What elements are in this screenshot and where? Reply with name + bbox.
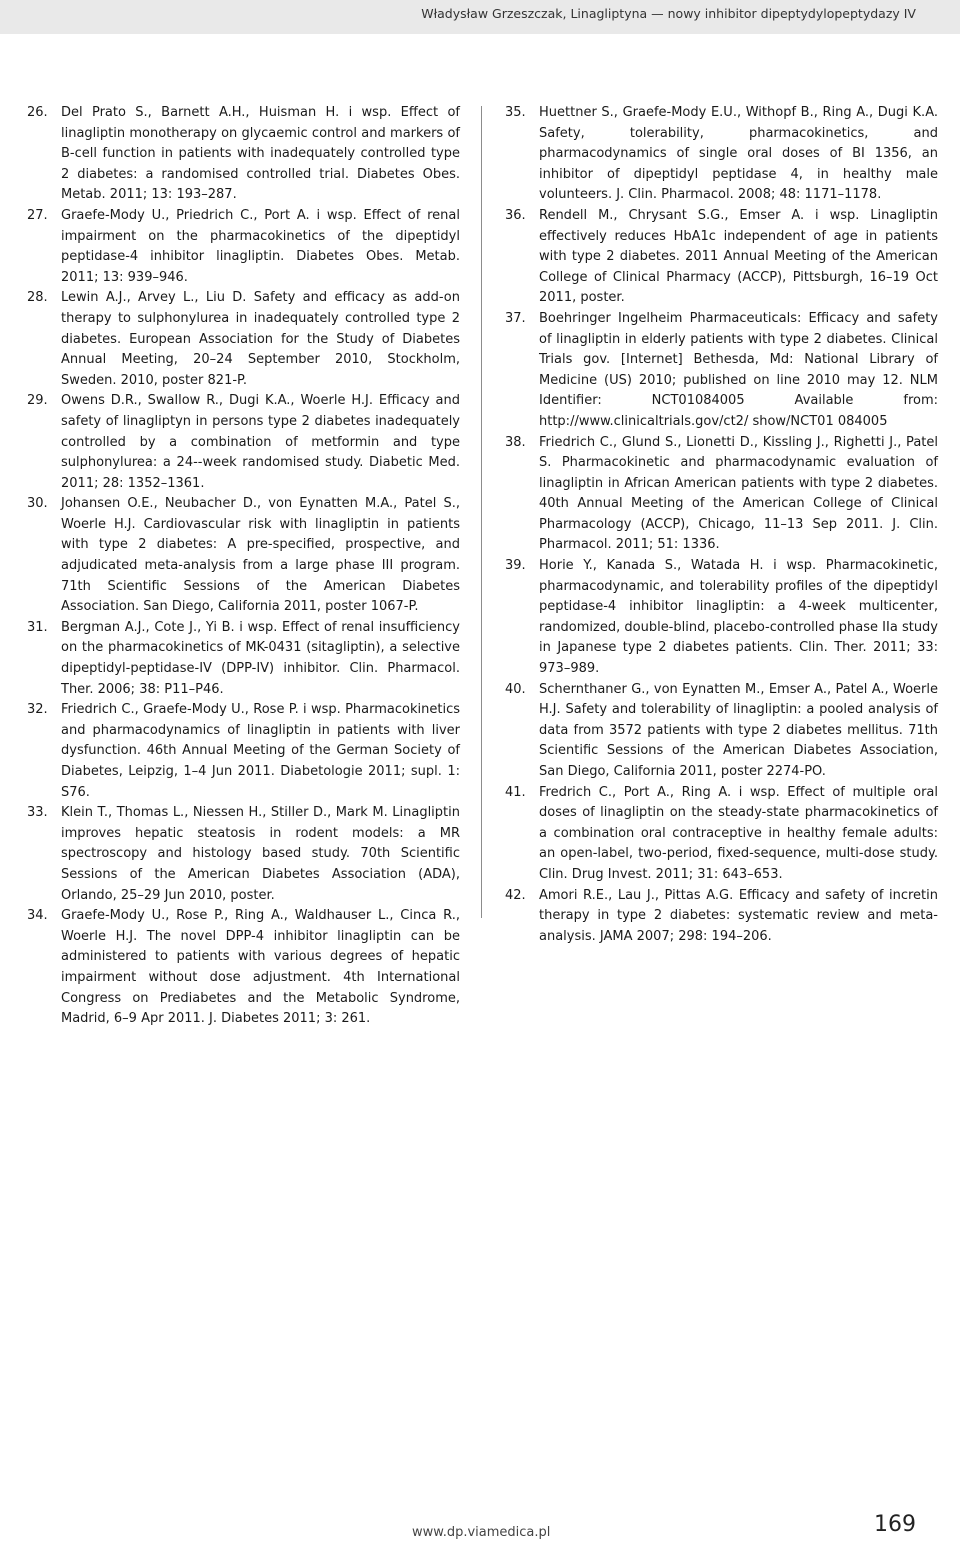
reference-number: 31. [27, 619, 48, 635]
reference-item [505, 783, 938, 886]
reference-number: 39. [505, 558, 526, 574]
reference-text: Johansen O.E., Neubacher D., von Eynatten M.A., Patel S., Woerle H.J. Cardiovascular risk with linagliptin in patients with type 2 diabetes: A pre-specified, prospective, and adjudicated meta-analysis from a large phase III program. 71th Scientific Sessions of the American Diabetes Association. San Diego, California 2011, poster 1067-P. [61, 496, 460, 615]
reference-item [505, 309, 938, 433]
references-column-left [27, 103, 460, 1030]
reference-number: 40. [505, 681, 526, 697]
reference-number: 32. [27, 702, 48, 718]
reference-item [505, 433, 938, 557]
reference-number: 35. [505, 105, 526, 120]
column-divider [481, 106, 482, 918]
reference-text: Fredrich C., Port A., Ring A. i wsp. Effect of multiple oral doses of linagliptin on the steady-state pharmacokinetics of a combination oral contraceptive in healthy female adults: an open-label, two-period, fixed-sequence, multi-dose study. Clin. Drug Invest. 2011; 31: 643–653. [539, 784, 938, 882]
reference-text: Rendell M., Chrysant S.G., Emser A. i wsp. Linagliptin effectively reduces HbA1c independent of age in patients with type 2 diabetes. 2011 Annual Meeting of the American College of Clinical Pharmacy (ACCP), Pittsburgh, 16–19 Oct 2011, poster. [539, 207, 938, 306]
running-header [0, 0, 960, 34]
reference-text: Graefe-Mody U., Rose P., Ring A., Waldhauser L., Cinca R., Woerle H.J. The novel DPP-4 inhibitor linagliptin can be administered to patients with various degrees of hepatic impairment without dose adjustment. 4th International Congress on Prediabetes and the Metabolic Syndrome, Madrid, 6–9 Apr 2011. J. Diabetes 2011; 3: 261. [61, 908, 460, 1027]
reference-item [505, 103, 938, 206]
reference-item [505, 206, 938, 309]
reference-text: Klein T., Thomas L., Niessen H., Stiller D., Mark M. Linagliptin improves hepatic steatosis in rodent models: a MR spectroscopy and histology based study. 70th Scientific Sessions of the American Diabetes Association (ADA), Orlando, 25–29 Jun 2010, poster. [61, 805, 460, 903]
reference-item [505, 680, 938, 783]
reference-item [27, 103, 460, 206]
reference-item [27, 494, 460, 618]
reference-text: Horie Y., Kanada S., Watada H. i wsp. Pharmacokinetic, pharmacodynamic, and tolerability profiles of the dipeptidyl peptidase-4 inhibitor linagliptin: a 4-week multicenter, randomized, double-blind, placebo-controlled phase IIa study in Japanese type 2 diabetes patients. Clin. Ther. 2011; 33: 973–989. [539, 558, 938, 677]
reference-text: Friedrich C., Graefe-Mody U., Rose P. i wsp. Pharmacokinetics and pharmacodynamics of linagliptin in patients with liver dysfunction. 46th Annual Meeting of the German Society of Diabetes, Leipzig, 1–4 Jun 2011. Diabetologie 2011; supl. 1: S76. [61, 702, 460, 800]
reference-text: Boehringer Ingelheim Pharmaceuticals: Efficacy and safety of linagliptin in elderly patients with type 2 diabetes. Clinical Trials gov. [Internet] Bethesda, Md: National Library of Medicine (US) 2010; published on line 2010 may 12. NLM Identifier: NCT01084005 Available from: http://www.clinicaltrials.gov/ct2/ show/NCT01 084005 [539, 310, 938, 429]
journal-url: www.dp.viamedica.pl [412, 1525, 551, 1540]
running-title: Władysław Grzeszczak, Linagliptyna — nowy inhibitor dipeptydylopeptydazy IV [421, 6, 916, 21]
reference-number: 29. [27, 393, 48, 409]
reference-item [505, 886, 938, 948]
reference-number: 26. [27, 105, 48, 120]
reference-number: 27. [27, 207, 48, 223]
reference-number: 33. [27, 805, 48, 821]
references-column-right [505, 103, 938, 947]
reference-number: 38. [505, 434, 526, 450]
reference-item [27, 700, 460, 803]
reference-item [27, 906, 460, 1030]
reference-text: Bergman A.J., Cote J., Yi B. i wsp. Effect of renal insufficiency on the pharmacokinetics of MK-0431 (sitagliptin), a selective dipeptidyl-peptidase-IV (DPP-IV) inhibitor. Clin. Pharmacol. Ther. 2006; 38: P11–P46. [61, 619, 460, 697]
reference-item [505, 556, 938, 680]
reference-text: Amori R.E., Lau J., Pittas A.G. Efficacy and safety of incretin therapy in type 2 diabetes: systematic review and meta-analysis. JAMA 2007; 298: 194–206. [539, 887, 938, 944]
reference-text: Graefe-Mody U., Priedrich C., Port A. i wsp. Effect of renal impairment on the pharmacokinetics of the dipeptidyl peptidase-4 inhibitor linagliptin. Diabetes Obes. Metab. 2011; 13: 939–946. [61, 207, 460, 285]
reference-number: 34. [27, 908, 48, 924]
reference-text: Del Prato S., Barnett A.H., Huisman H. i wsp. Effect of linagliptin monotherapy on glycaemic control and markers of B-cell function in patients with inadequately controlled type 2 diabetes: a randomised controlled trial. Diabetes Obes. Metab. 2011; 13: 193–287. [61, 105, 460, 203]
reference-text: Owens D.R., Swallow R., Dugi K.A., Woerle H.J. Efficacy and safety of linagliptyn in persons type 2 diabetes inadequately controlled by a combination of metformin and type sulphonylurea: a 24--week randomised study. Diabetic Med. 2011; 28: 1352–1361. [61, 393, 460, 491]
reference-number: 30. [27, 496, 48, 512]
reference-number: 36. [505, 207, 526, 223]
reference-text: Friedrich C., Glund S., Lionetti D., Kissling J., Righetti J., Patel S. Pharmacokinetic and pharmacodynamic evaluation of linagliptin in African American patients with type 2 diabetes. 40th Annual Meeting of the American College of Clinical Pharmacology (ACCP), Chicago, 11–13 Sep 2011. J. Clin. Pharmacol. 2011; 51: 1336. [539, 434, 938, 553]
reference-number: 28. [27, 290, 48, 306]
reference-number: 42. [505, 887, 526, 903]
reference-item [27, 206, 460, 288]
reference-item [27, 803, 460, 906]
reference-number: 41. [505, 784, 526, 800]
reference-text: Lewin A.J., Arvey L., Liu D. Safety and efficacy as add-on therapy to sulphonylurea in inadequately controlled type 2 diabetes. European Association for the Study of Diabetes Annual Meeting, 20–24 September 2010, Stockholm, Sweden. 2010, poster 821-P. [61, 290, 460, 388]
reference-text: Huettner S., Graefe-Mody E.U., Withopf B., Ring A., Dugi K.A. Safety, tolerability, pharmacokinetics, and pharmacodynamics of single oral doses of BI 1356, an inhibitor of dipeptidyl peptidase 4, in healthy male volunteers. J. Clin. Pharmacol. 2008; 48: 1171–1178. [539, 105, 938, 203]
reference-text: Schernthaner G., von Eynatten M., Emser A., Patel A., Woerle H.J. Safety and tolerability of linagliptin: a pooled analysis of data from 3572 patients with type 2 diabetes mellitus. 71th Scientific Sessions of the American Diabetes Association, San Diego, California 2011, poster 2274-PO. [539, 681, 938, 779]
reference-number: 37. [505, 310, 526, 326]
reference-item [27, 288, 460, 391]
reference-item [27, 618, 460, 700]
reference-item [27, 391, 460, 494]
page-number: 169 [874, 1512, 916, 1537]
